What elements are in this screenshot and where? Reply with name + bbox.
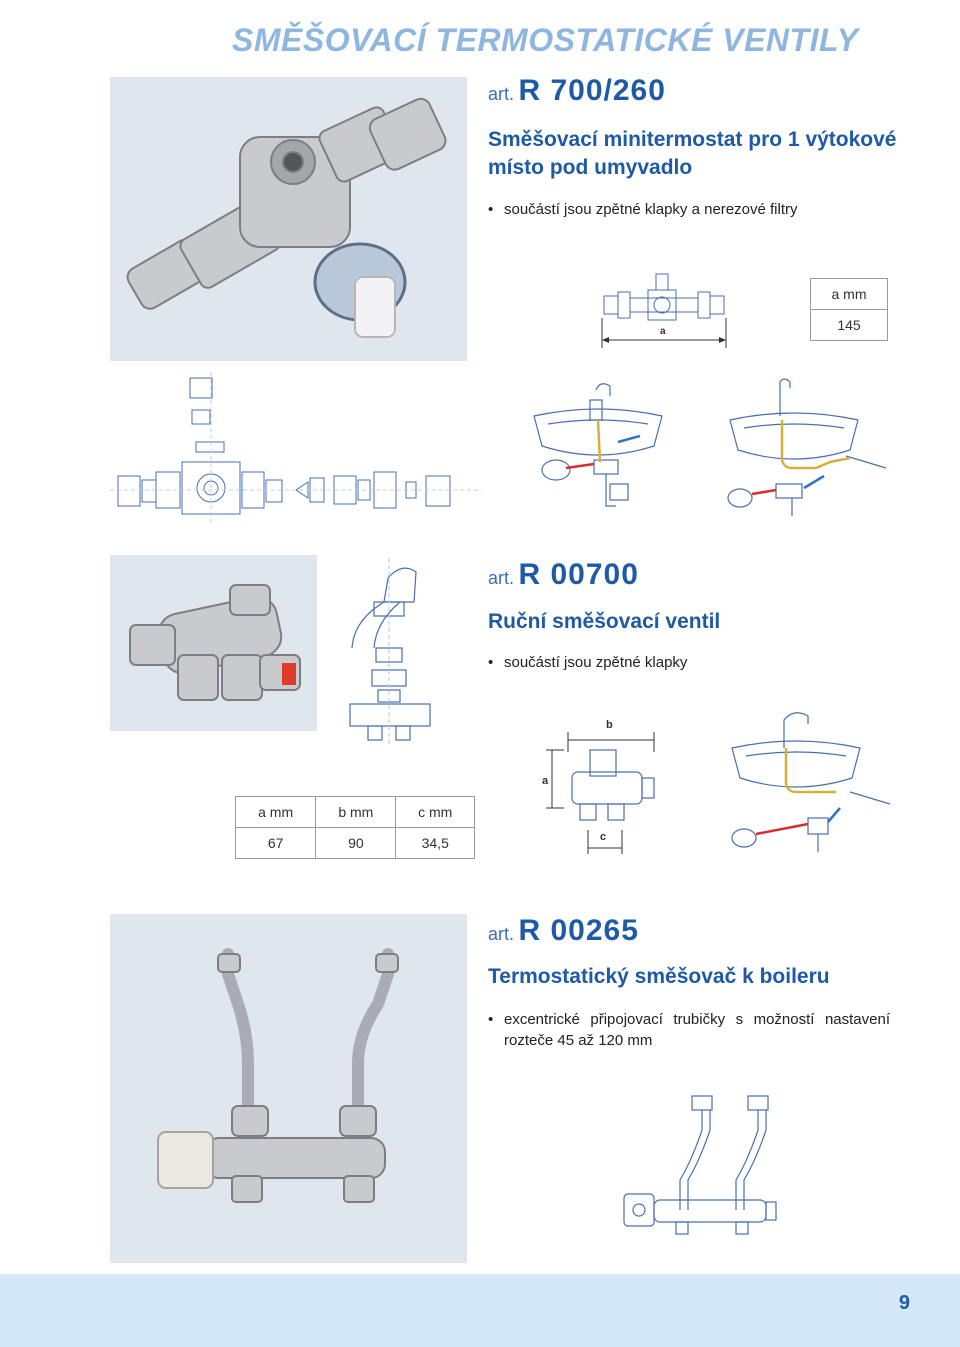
feature-bullet: • součástí jsou zpětné klapky a nerezové filtry — [504, 199, 797, 220]
page-title: SMĚŠOVACÍ TERMOSTATICKÉ VENTILY — [232, 22, 859, 58]
exploded-view-drawing — [110, 372, 482, 522]
product-name-line: Ruční směšovací ventil — [488, 610, 721, 633]
dimension-label-a: a — [660, 326, 666, 337]
product-name-r700-260 — [488, 126, 897, 182]
product-photo-r700-260 — [110, 77, 467, 361]
table-cell: 67 — [236, 828, 316, 859]
art-code: R 700/260 — [518, 74, 666, 107]
product-name-r00700 — [488, 608, 720, 636]
feature-line: • excentrické připojovací trubičky s možností nastavení — [504, 1011, 890, 1028]
table-cell: 90 — [316, 828, 396, 859]
technical-drawing-r700-260 — [598, 268, 730, 350]
feature-bullet — [504, 1009, 890, 1051]
feature-line: rozteče 45 až 120 mm — [504, 1032, 653, 1049]
product-code-r00265 — [488, 914, 639, 948]
art-prefix: art. — [488, 568, 515, 588]
table-header-cell: a mm — [236, 797, 316, 828]
art-code: R 00265 — [518, 914, 639, 947]
product-name-line: Termostatický směšovač k boileru — [488, 965, 830, 988]
feature-bullet: • součástí jsou zpětné klapky — [504, 652, 687, 673]
table-row — [811, 310, 888, 341]
dimension-table-r700-260 — [810, 278, 888, 341]
art-prefix: art. — [488, 924, 515, 944]
dimension-table-r00700 — [235, 796, 475, 859]
installation-drawing-2 — [720, 376, 890, 520]
product-photo-r00700 — [110, 555, 317, 731]
dimension-label-a: a — [542, 775, 549, 787]
installation-drawing-1 — [528, 376, 668, 516]
table-row — [236, 828, 475, 859]
product-code-r00700 — [488, 558, 639, 592]
installation-drawing-3 — [722, 708, 892, 862]
table-cell: 34,5 — [396, 828, 475, 859]
art-prefix: art. — [488, 84, 515, 104]
dimension-drawing-r00700 — [534, 712, 664, 862]
table-row — [811, 279, 888, 310]
product-photo-r00265 — [110, 914, 467, 1263]
table-row — [236, 797, 475, 828]
table-cell: 145 — [811, 310, 888, 341]
table-header-cell: c mm — [396, 797, 475, 828]
table-header-cell: a mm — [811, 279, 888, 310]
page-number: 9 — [898, 1292, 910, 1314]
table-header-cell: b mm — [316, 797, 396, 828]
art-code: R 00700 — [518, 558, 639, 591]
faucet-drawing-r00700 — [340, 558, 440, 744]
product-name-r00265 — [488, 963, 830, 991]
product-name-line: Směšovací minitermostat pro 1 výtokové — [488, 128, 897, 151]
footer-band — [0, 1274, 960, 1347]
dimension-label-c: c — [600, 831, 607, 843]
product-name-line: místo pod umyvadlo — [488, 156, 693, 179]
dimension-label-b: b — [606, 719, 613, 731]
technical-drawing-r00265 — [618, 1090, 784, 1240]
product-code-r700-260 — [488, 74, 666, 108]
